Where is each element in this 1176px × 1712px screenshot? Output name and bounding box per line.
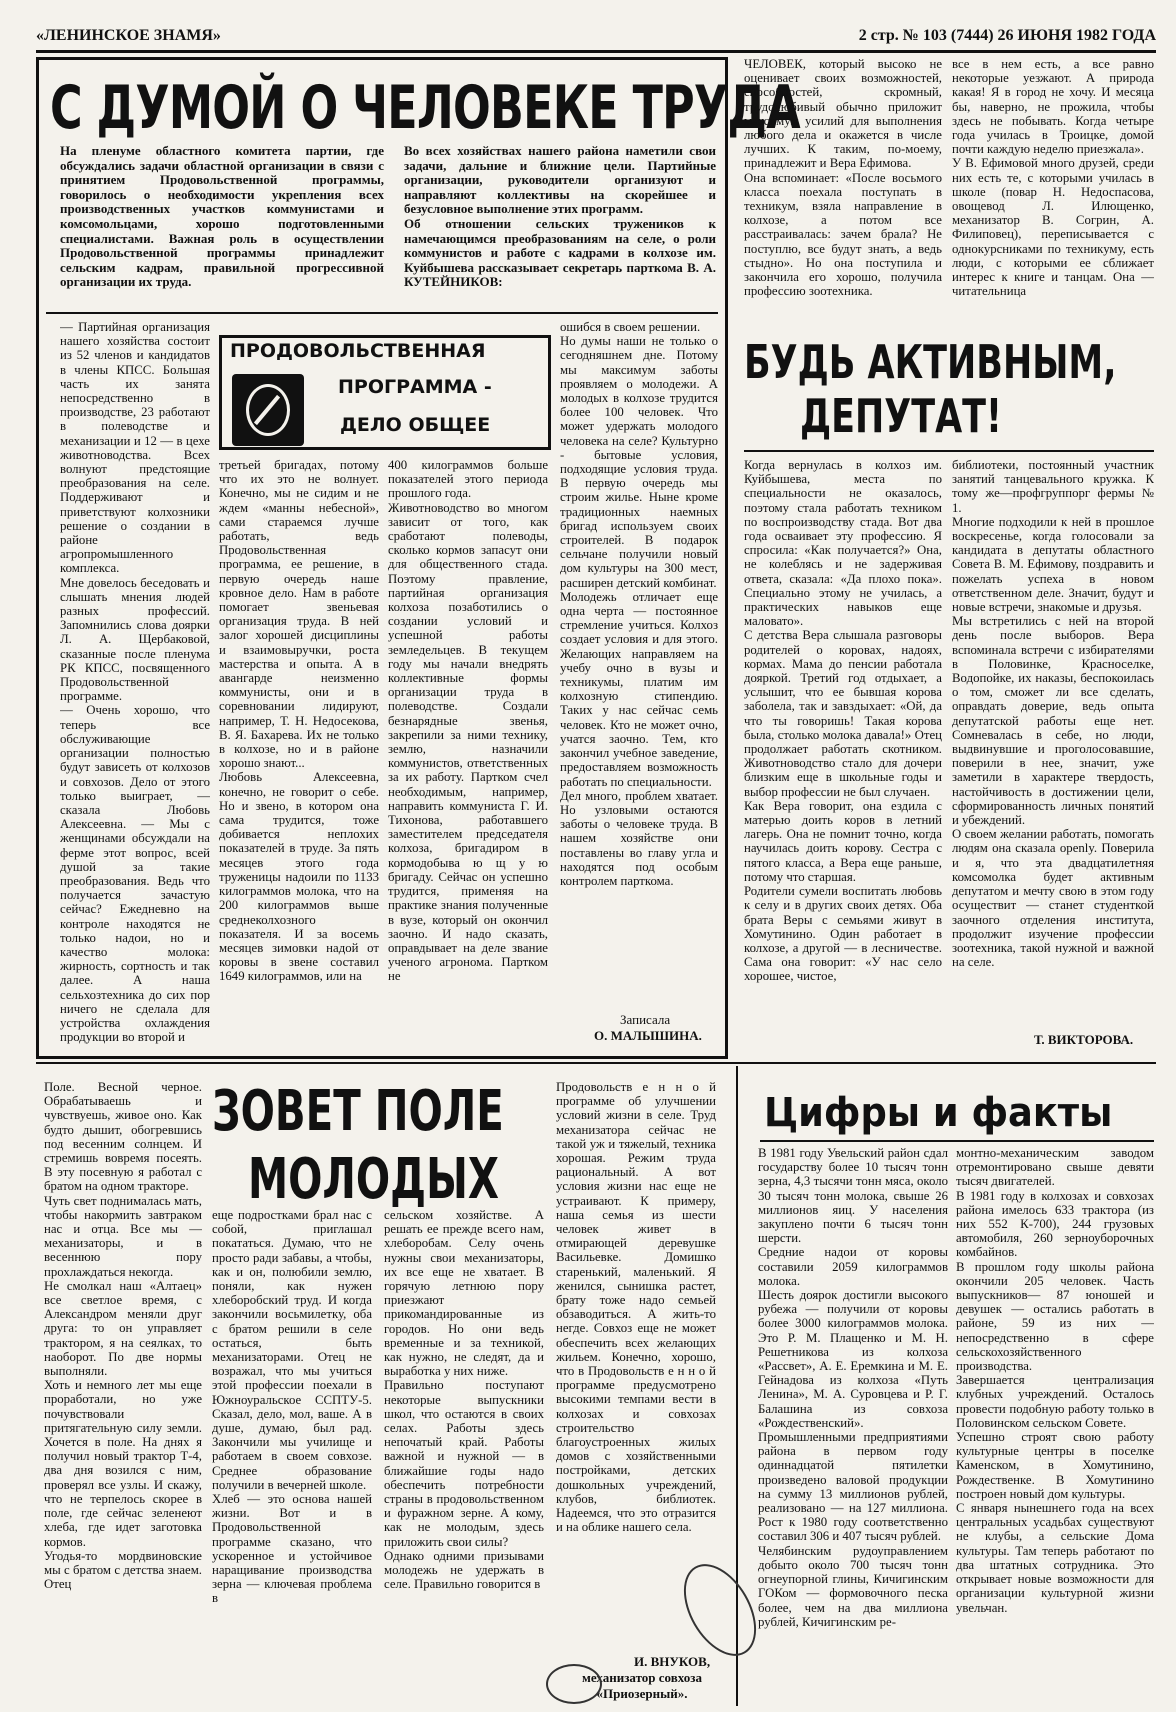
article2-col2: библиотеки, постоянный участник занятий танцевального кружка. К тому же—профгруппорг фермы № 1. Многие подходили к ней в прошлое воскресенье, когда голосовали за кандидата в депутаты областного Совета В. М. Ефимову, поздравить и пожелать успеха в новом ответственном деле. Значит, будут и новые встречи, знакомые и друзья. Мы встретились с ней на второй день после выборов. Вера вспоминала встречи с избирателями в Половинке, Красноселке, Водопойке, их наказы, беспокоилась о том, сможет ли все сделать, оправдать доверие, ведь опыта депутатской работы еще нет. Сомневалась в себе, но люди, выдвинувшие и проголосовавшие, поверили в нее, значит, уже заметили в характере твердость, настойчивость в достижении цели, сформированность личных понятий и убеждений. О своем желании работать, помогать людям она сказала openly. Поверила и я, что эта двадцатилетняя комсомолка будет активным депутатом и мечту свою в этом году осуществит — станет студенткой заочного отделения института, продолжит изучение профессии зоотехника, такой нужной и важной на селе. [952,458,1154,970]
article2-headline-line1: БУДЬ АКТИВНЫМ, [744,335,1117,389]
article3-signature: И. ВНУКОВ, [634,1654,711,1669]
article4-col2: монтно-механическим заводом отремонтировано свыше девяти тысяч двигателей. В 1981 году в колхозах и совхозах района имелось 633 трактора (из них 552 К-700), 244 грузовых автомобиля, 260 зерноуборочных комбайнов. В прошлом году школы района окончили 205 человек. Часть выпускников— 87 юношей и девушек — остались работать в районе, 59 из них — непосредственно в сфере сельскохозяйственного производства. Завершается централизация клубных учреждений. Осталось провести подобную работу только в Половинском сельском Совете. Успешно строят свою работу культурные центры в поселке Каменском, в Хомутинино, Рождественке. В Хомутинино построен новый дом культуры. С января нынешнего года на всех центральных усадьбах существуют не клубы, а сельские Дома культуры. Там теперь работают по два штатных сотрудника. Это открывает новые возможности для организации культурной жизни увельчан. [956,1146,1154,1615]
article4-headline-rule [760,1140,1154,1142]
article1-lead-rule [46,312,718,314]
article4-headline: Цифры и факты [764,1090,1113,1136]
article1-col1: — Партийная организация нашего хозяйства состоит из 52 членов и кандидатов в члены КПСС. Большая часть их занята непосредственно в производстве, 23 работают в полеводстве и механизации и 12 — в цехе животноводства. Всех волнуют предстоящие преобразования на селе. Поддерживают и приветствуют колхозники решение о создании в районе агропромышленного комплекса. Мне довелось беседовать и слышать мнения людей разных профессий. Запомнились слова доярки Л. А. Щербаковой, сказанные после пленума РК КПСС, посвященного Продовольственной программе. — Очень хорошо, что теперь все обслуживающие организации полностью будут зависеть от колхозов и совхозов. Дело от этого только выиграет, — сказала Любовь Алексеевна. — Мы с женщинами обсуждали на ферме этот вопрос, всей душой за такие преобразования. Ведь что получается зачастую сейчас? Ежедневно на контроле находятся не только надои, но и качество молока: жирность, сортность и так далее. А наша сельхозтехника до сих пор ничего не сделала для устройства охлаждения продукции во второй и [60,320,210,1045]
article1-headline: С ДУМОЙ О ЧЕЛОВЕКЕ ТРУДА [50,73,800,143]
article1-signature: О. МАЛЫШИНА. [594,1028,702,1043]
article1-col3: 400 килограммов больше показателей этого периода прошлого года. Животноводство во многом зависит от того, как сработают полеводы, сколько кормов запасут они для общественного стада. Поэтому правление, партийная организация колхоза позаботились о создании условий и успешной работы земледельцев. В текущем году мы начали внедрять коллективные формы организации труда в полеводстве. Создали безнарядные звенья, закрепили за ними технику, землю, назначили коммунистов, ответственных за их работу. Партком счел необходимым, например, направить коммуниста Г. И. Тихонова, работавшего заместителем председателя колхоза, бригадиром в кормодобыва ю щ у ю бригаду. Сейчас он успешно трудится, применяя на практике знания полученные в вузе, который он окончил заочно. И надо сказать, оправдывает на деле звание ученого агронома. Партком не [388,458,548,984]
masthead [36,27,1156,49]
paper-name: «ЛЕНИНСКОЕ ЗНАМЯ» [36,27,221,44]
article2-col1: Когда вернулась в колхоз им. Куйбышева, места по специальности не оказалось, поэтому стала работать техником по воспроизводству стада. Вот два года осваивает эту профессию. Я спросила: «Как получается?» Она, не колеблясь и не задерживая ответа, сказала: «Да плохо пока». Специально этому не училась, а практических навыков еще маловато». С детства Вера слышала разговоры родителей о коровах, надоях, кормах. Мама до пенсии работала дояркой. Третий год отдыхает, а услышит, что ее бывшая корова заболела, так и завздыхает: «Ой, да что ты говоришь! Такая корова была, столько молока давала!» Отец продолжает работать скотником. Животноводство стало для дочери близким еще в школьные годы и выбор профессии не был случаен. Как Вера говорит, она ездила с матерью доить коров в летний лагерь. Она не помнит точно, когда научилась доить корову. Сестра с пятого класса, а Вера еще раньше, потому что старшая. Родители сумели воспитать любовь к селу и в других своих детях. Оба брата Веры с семьями живут в Хомутинино. Один работает в колхозе, а другой — в лесничестве. Сама она говорит: «У нас село хорошее, чистое, [744,458,942,984]
article2-intro-right: все в нем есть, а все равно некоторые уезжают. А природа какая! Я в город не хочу. И месяца бы, наверно, не прожила, чтобы здесь не побывать. Когда четыре года училась в Троицке, домой почти каждую неделю приезжала». У В. Ефимовой много друзей, среди них есть те, с которыми училась в школе (повар Н. Недоспасова, овощевод Л. Илющенко, механизатор В. Согрин, А. Филиповец), переписывается с однокурсниками по техникуму, есть люди, с которыми ее сближает интерес к книге и танцам. Она — читательница [952,57,1154,299]
article3-headline-line1: ЗОВЕТ ПОЛЕ [212,1079,504,1144]
article2-signature: Т. ВИКТОРОВА. [1034,1032,1134,1047]
middle-rule [36,1062,1156,1064]
rubric-box [219,335,551,450]
article2-headline-rule [744,450,1154,452]
article3-signature-role: механизатор совхоза «Приозерный». [582,1670,702,1701]
issue-info: 2 стр. № 103 (7444) 26 ИЮНЯ 1982 ГОДА [858,27,1156,44]
rubric-line-3: ДЕЛО ОБЩЕЕ [340,414,491,436]
article3-col3: сельском хозяйстве. А решать ее прежде всего нам, хлеборобам. Селу очень нужны свои механизаторы, их все еще не хватает. В горячую летнюю пору приезжают прикомандированные из городов. Но они ведь временные и за техникой, как нужно, не следят, да и выработка у них ниже. Правильно поступают некоторые выпускники школ, что остаются в своих селах. Работы здесь непочатый край. Работы важной и нужной — в ближайшие годы надо обеспечить потребности страны в продовольственном и фуражном зерне. А кому, как не молодым, здесь приложить свои силы? Однако одними призывами молодежь не удержать в селе. Правильно говорится в [384,1208,544,1592]
article3-headline-line2: МОЛОДЫХ [248,1147,499,1212]
sickle-hammer-emblem-icon [232,374,304,446]
article3-col2: еще подростками брал нас с собой, приглашал покататься. Думаю, что не просто ради забавы, а чтобы, как и он, полюбили землю, поняли, как нужен хлеборобский труд. И когда закончили восьмилетку, оба с братом решили в селе остаться, быть механизаторами. Отец не возражал, что мы учиться этой профессии поехали в Южноуральское ССПТУ-5. Сказал, дело, мол, ваше. А в душе, думаю, был рад. Закончили мы училище и работаем в своем совхозе. Среднее образование получили в вечерней школе. Хлеб — это основа нашей жизни. Вот и в Продовольственной программе сказано, что ускоренное и устойчивое наращивание производства зерна — ключевая проблема в [212,1208,372,1606]
rubric-line-1: ПРОДОВОЛЬСТВЕННАЯ [230,340,486,362]
article1-col4: ошибся в своем решении. Но думы наши не только о сегодняшнем дне. Потому мы максимум заботы проявляем о молодежи. А молодых в колхозе трудится более 100 человек. Что может удержать молодого человека на селе? Культурно - бытовые условия, подходящие условия труда. В первую очередь мы строим жилье. Ныне кроме традиционных наемных бригад используем своих строителей. В подарок сельчане получили новый дом культуры на 300 мест, расширен детский комбинат. Молодежь отличает еще одна черта — постоянное стремление учиться. Колхоз создает условия и для этого. Желающих направляем на учебу очно в вузы и техникумы, платим им колхозную стипендию. Таких у нас сейчас семь человек. Кто не может очно, учатся заочно. Тем, кто закончил учебное заведение, предоставляем возможность работать по специальности. Дел много, проблем хватает. Но узловыми остаются заботы о человеке труда. В нашем хозяйстве они поставлены во главу угла и находятся под особым контролем парткома. [560,320,718,888]
rubric-line-2: ПРОГРАММА - [338,376,492,398]
article4-col1: В 1981 году Увельский район сдал государству более 10 тысяч тонн зерна, 4,3 тысячи тонн мяса, около 30 тысяч тонн молока, свыше 26 миллионов яиц. У населения закуплено почти 6 тысяч тонн шерсти. Средние надои от коровы составили 2059 килограммов молока. Шесть доярок достигли высокого рубежа — получили от коровы более 3000 килограммов молока. Это Р. М. Плащенко и М. Н. Решетникова из колхоза «Рассвет», А. Е. Еремкина и М. Е. Гейнадова из колхоза «Путь Ленина», М. А. Суровцева и Р. Г. Балашина из совхоза «Рождественский». Промышленными предприятиями района в первом году одиннадцатой пятилетки произведено валовой продукции на сумму 13 миллионов рублей, реализовано — на 127 миллиона. Рост к 1980 году соответственно составил 306 и 407 тысяч рублей. Челябинским рудоуправлением добыто около 700 тысяч тонн огнеупорной глины, Кичигинским ГОКом — формовочного песка более, чем на два миллиона рублей, Кичигинским ре- [758,1146,948,1629]
masthead-rule [36,50,1156,53]
article2-intro: ЧЕЛОВЕК, который высоко не оценивает своих возможностей, способностей, скромный, трудолюбивый обычно приложит максимум усилий для выполнения любого дела и окажется в числе лучших. К таким, по-моему, принадлежит и Вера Ефимова. Она вспоминает: «После восьмого класса поехала поступать в техникум, взяла направление в колхозе, а потом все расстраивалась: зачем брала? Не поступлю, все будут знать, а ведь стыдно». Но она поступила и закончила его хорошо, получила профессию зоотехника. [744,57,942,299]
handwritten-mark-icon [546,1664,602,1704]
article1-col2: третьей бригадах, потому что их это не волнует. Конечно, мы не сидим и не ждем «манны небесной», сами стараемся лучше работать, ведь Продовольственная программа, ее решение, в первую очередь наше кровное дело. Нам в работе помогает звеньевая организация труда. В ней залог хорошей дисциплины и взаимовыручки, роста мастерства и опыта. А в авангарде неизменно коммунисты, они и в соревновании лидируют, например, Т. Н. Недосекова, В. Я. Бахарева. Их не только в колхозе, но и в районе хорошо знают... Любовь Алексеевна, конечно, не говорит о себе. Но и звено, в котором она сама трудится, тоже добивается неплохих показателей в труде. За пять месяцев этого года труженицы надоили по 1133 килограммов молока, что на 200 килограммов выше среднеколхозного показателя. И за восемь месяцев зимовки надой от коровы в звене составил 1649 килограммов, или на [219,458,379,984]
article3-col1: Поле. Весной черное. Обрабатываешь и чувствуешь, живое оно. Как будто дышит, обогревшись под весенним солнцем. И стремишь вовремя посеять. В эту посевную я работал с братом на одном тракторе. Чуть свет поднималась мать, чтобы накормить завтраком нас и отца. Все мы — механизаторы, и в весеннюю пору прохлаждаться некогда. Не смолкал наш «Алтаец» все светлое время, с Александром меняли друг друга: то он управляет трактором, я на сеялках, то наоборот. По две нормы выполняли. Хоть и немного лет мы еще проработали, но уже почувствовали притягательную силу земли. Хочется в поле. На днях я получил новый трактор Т-4, два дня возился с ним, проверял все узлы. И скажу, что не терпелось скорее в поле, где сейчас зеленеют хлеба, где идет заготовка кормов. Угодья-то мордвиновские мы с братом с детства знаем. Отец [44,1080,202,1592]
article2-headline-line2: ДЕПУТАТ! [800,389,1002,443]
article1-lead-right: Во всех хозяйствах нашего района наметили свои задачи, дальние и ближние цели. Партийные организации, руководители организуют и направляют коллективы на скорейшее и безусловное выполнение этих программ. Об отношении сельских тружеников к намечающимся преобразованиям на селе, о роли коммунистов и работе с кадрами в колхозе им. Куйбышева рассказывает секретарь парткома В. А. КУТЕЙНИКОВ: [404,143,716,290]
article1-lead-left: На пленуме областного комитета партии, где обсуждались задачи областной организации в связи с принятием Продовольственной программы, говорилось о необходимости укрепления всех производственных участков коммунистами и комсомольцами, хорошо подготовленными специалистами. Важная роль в осуществлении Продовольственной программы принадлежит сельским кадрам, правильной прогрессивной организации их труда. [60,143,384,290]
article1-signature-label: Записала [620,1012,671,1027]
article3-col4: Продовольств е н н о й программе об улучшении условий жизни в селе. Труд механизатора сейчас не такой уж и тяжелый, техника хорошая. Режим труда рациональный. А вот условия жизни нас еще не устраивают. К примеру, наша семья из шести человек живет в отмирающей деревушке Васильевке. Домишко старенький, маленький. Я женился, сынишка растет, брату тоже надо семьей обзаводиться. А жить-то негде. Совхоз еще не может обеспечить всех желающих жильем. Конечно, хорошо, что в Продовольств е н н о й программе предусмотрено высокими темпами вести в колхозах и совхозах строительство благоустроенных жилых домов с хозяйственными постройками, детских дошкольных учреждений, клубов, библиотек. Надеемся, что это отразится и на облике нашего села. [556,1080,716,1535]
